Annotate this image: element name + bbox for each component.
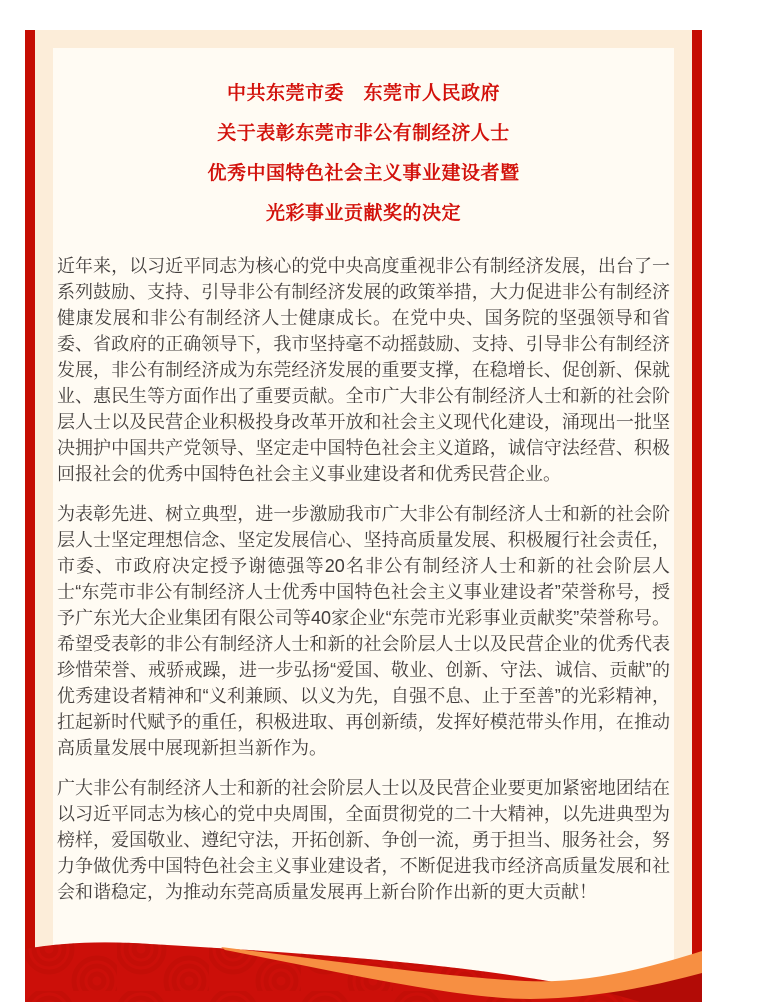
left-red-stripe — [25, 30, 35, 1002]
body-paragraph: 广大非公有制经济人士和新的社会阶层人士以及民营企业要更加紧密地团结在以习近平同志为核心的党中央周围，全面贯彻党的二十大精神，以先进典型为榜样，爱国敬业、遵纪守法，开拓创新、争创一流，勇于担当、服务社会，努力争做优秀中国特色社会主义事业建设者，不断促进我市经济高质量发展和社会和谐稳定，为推动东莞高质量发展再上新台阶作出新的更大贡献！ — [57, 778, 670, 902]
body-paragraph: 近年来，以习近平同志为核心的党中央高度重视非公有制经济发展，出台了一系列鼓励、支持、引导非公有制经济发展的政策举措，大力促进非公有制经济健康发展和非公有制经济人士健康成长。在党中央、国务院的坚强领导和省委、省政府的正确领导下，我市坚持毫不动摇鼓励、支持、引导非公有制经济发展，非公有制经济成为东莞经济发展的重要支撑，在稳增长、促创新、保就业、惠民生等方面作出了重要贡献。全市广大非公有制经济人士和新的社会阶层人士以及民营企业积极投身改革开放和社会主义现代化建设，涌现出一批坚决拥护中国共产党领导、坚定走中国特色社会主义道路，诚信守法经营、积极回报社会的优秀中国特色社会主义事业建设者和优秀民营企业。 — [57, 256, 670, 484]
bottom-wave — [25, 927, 702, 1002]
document-sheet — [53, 48, 674, 1002]
right-red-stripe — [692, 30, 702, 1002]
body-paragraph: 为表彰先进、树立典型，进一步激励我市广大非公有制经济人士和新的社会阶层人士坚定理想信念、坚定发展信心、坚持高质量发展、积极履行社会责任，市委、市政府决定授予谢德强等20名非公有制经济人士和新的社会阶层人士“东莞市非公有制经济人士优秀中国特色社会主义事业建设者”荣誉称号，授予广东光大企业集团有限公司等40家企业“东莞市光彩事业贡献奖”荣誉称号。希望受表彰的非公有制经济人士和新的社会阶层人士以及民营企业的优秀代表珍惜荣誉、戒骄戒躁，进一步弘扬“爱国、敬业、创新、守法、诚信、贡献”的优秀建设者精神和“义利兼顾、以义为先，自强不息、止于至善”的光彩精神，扛起新时代赋予的重任，积极进取、再创新绩，发挥好模范带头作用，在推动高质量发展中展现新担当新作为。 — [57, 504, 670, 758]
title-line-1: 中共东莞市委 东莞市人民政府 — [226, 83, 500, 104]
title-line-2: 关于表彰东莞市非公有制经济人士 — [217, 123, 510, 144]
document-body — [57, 253, 670, 905]
document-title — [57, 74, 670, 234]
document-content — [53, 74, 674, 905]
title-line-3: 优秀中国特色社会主义事业建设者暨 — [207, 163, 520, 184]
document-panel — [25, 30, 702, 1002]
title-line-4: 光彩事业贡献奖的决定 — [265, 203, 461, 224]
